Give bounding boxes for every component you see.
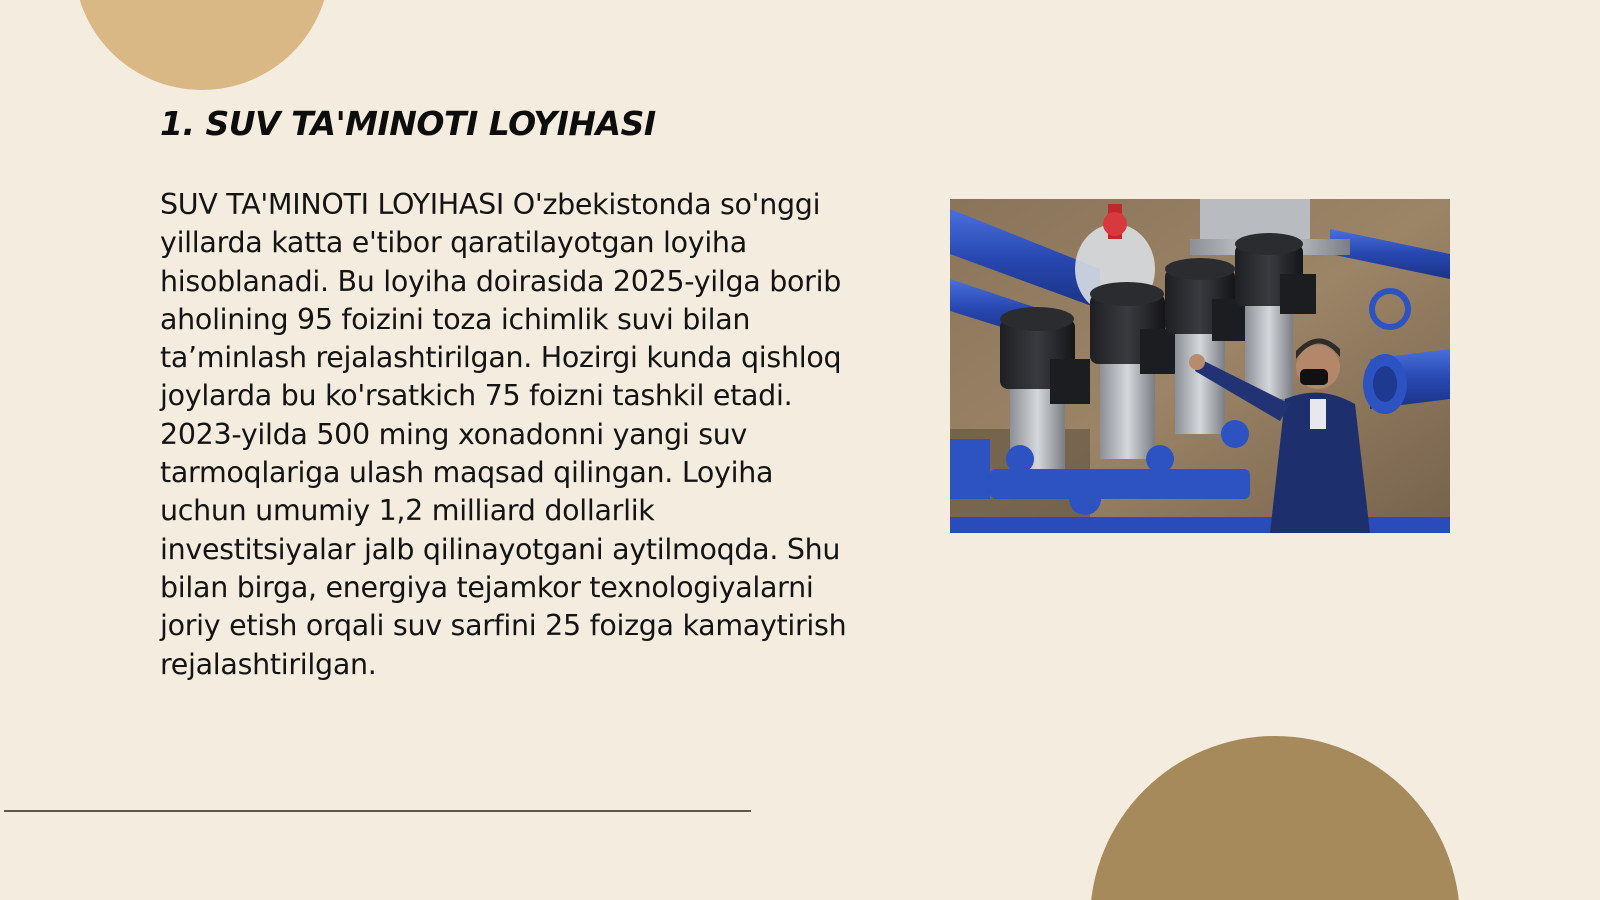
- slide-title: 1. SUV TA'MINOTI LOYIHASI: [160, 104, 656, 143]
- water-pump-station-photo: [950, 199, 1450, 533]
- decorative-circle-bottom: [1090, 736, 1460, 900]
- slide-body-text: SUV TA'MINOTI LOYIHASI O'zbekistonda so'nggi yillarda katta e'tibor qaratilayotgan loyiha hisoblanadi. Bu loyiha doirasida 2025-yilga borib aholining 95 foizini toza ichimlik suvi bilan ta’minlash rejalashtirilgan. Hozirgi kunda qishloq joylarda bu ko'rsatkich 75 foizni tashkil etadi. 2023-yilda 500 ming xonadonni yangi suv tarmoqlariga ulash maqsad qilingan. Loyiha uchun umumiy 1,2 milliard dollarlik investitsiyalar jalb qilinayotgani aytilmoqda. Shu bilan birga, energiya tejamkor texnologiyalarni joriy etish orqali suv sarfini 25 foizga kamaytirish rejalashtirilgan.: [160, 188, 847, 681]
- decorative-circle-top: [74, 0, 330, 90]
- divider-line: [4, 810, 751, 812]
